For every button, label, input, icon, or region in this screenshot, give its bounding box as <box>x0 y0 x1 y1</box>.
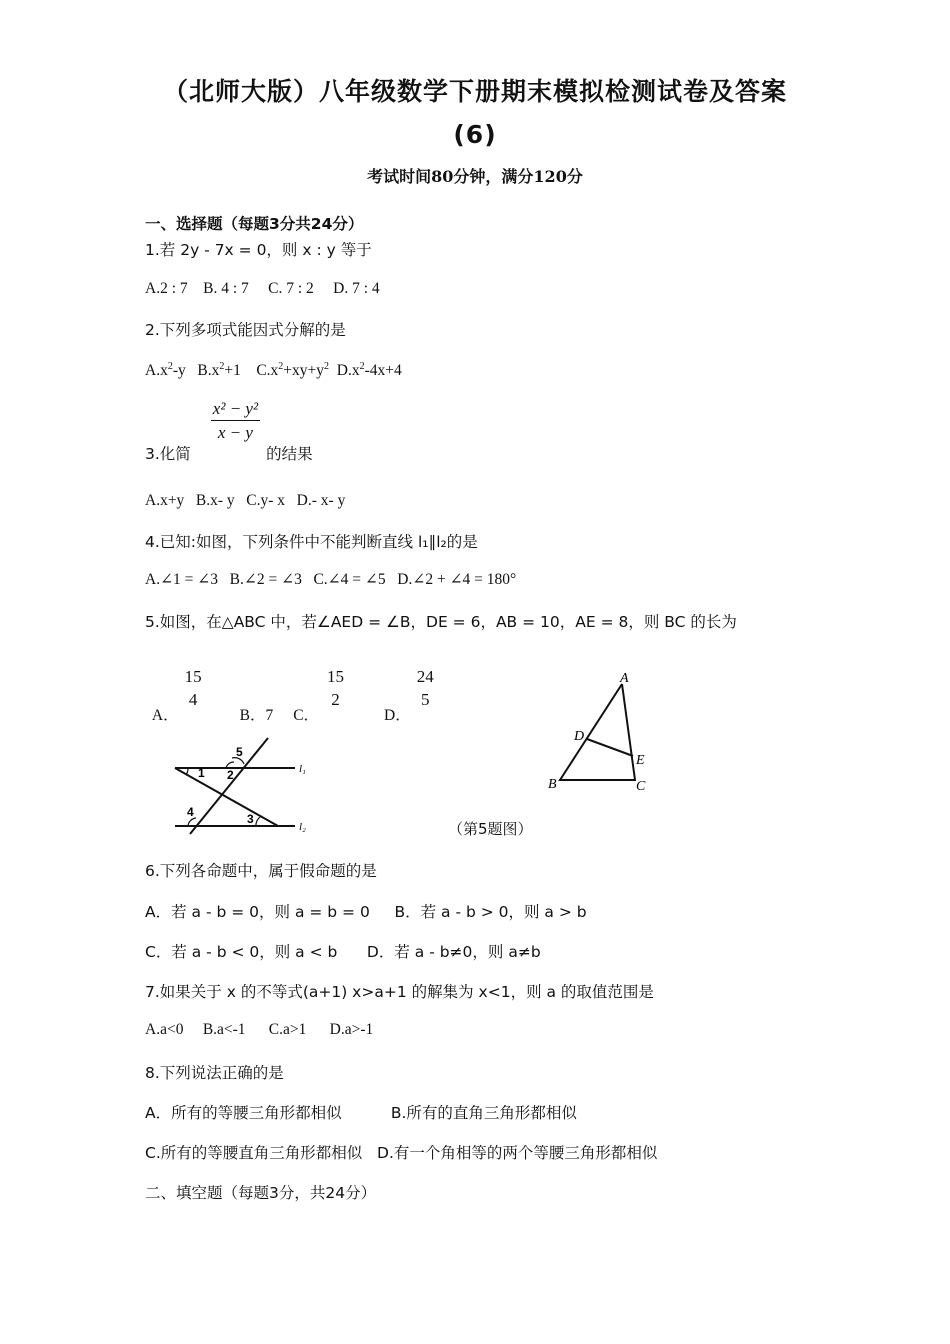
question-7-options: A.a<0 B.a<-1 C.a>1 D.a>-1 <box>145 1021 374 1038</box>
question-4-options: A.∠1 = ∠3 B.∠2 = ∠3 C.∠4 = ∠5 D.∠2 + ∠4 = 180° <box>145 571 517 588</box>
question-6-stem: 6.下列各命题中，属于假命题的是 <box>145 862 377 880</box>
question-3-options: A.x+y B.x- y C.y- x D.- x- y <box>145 492 346 509</box>
page-title-number: (6) <box>453 120 497 149</box>
question-8-options-line2: C.所有的等腰直角三角形都相似 D.有一个角相等的两个等腰三角形都相似 <box>145 1144 658 1162</box>
page-title: （北师大版）八年级数学下册期末模拟检测试卷及答案 <box>162 77 787 106</box>
question-4-figure <box>160 730 330 835</box>
fig4-label-l2: l₂ <box>299 821 306 833</box>
fig5-label-D: D <box>574 729 585 744</box>
question-8-options-line1: A．所有的等腰三角形都相似 B.所有的直角三角形都相似 <box>145 1104 577 1122</box>
question-6-options-line1: A．若 a - b = 0，则 a = b = 0 B．若 a - b > 0，则 a > b <box>145 903 587 921</box>
figure-5-caption: （第5题图） <box>448 820 533 838</box>
question-4-stem: 4.已知:如图，下列条件中不能判断直线 l₁∥l₂的是 <box>145 533 478 551</box>
fig4-label-l1: l₁ <box>299 763 306 775</box>
question-2-stem: 2.下列多项式能因式分解的是 <box>145 321 346 339</box>
fig5-label-E: E <box>636 753 645 768</box>
question-5-stem: 5.如图，在△ABC 中，若∠AED = ∠B，DE = 6，AB = 10，AE = 8，则 BC 的长为 <box>145 613 737 631</box>
question-1-options: A.2 : 7 B. 4 : 7 C. 7 : 2 D. 7 : 4 <box>145 280 380 297</box>
question-3-stem: 3.化简 $\frac{\text{x² − y²}}{x - y}$ 的结果 <box>145 399 313 463</box>
fig5-label-B: B <box>548 777 557 792</box>
question-8-stem: 8.下列说法正确的是 <box>145 1064 284 1082</box>
question-5-figure <box>540 668 660 798</box>
question-2-options: $A.x^2-y$ $B.x^2+1$ $C.x^2+xy+y^2$ $D.x^2-4x+4$ <box>145 361 402 380</box>
fig4-label-5: 5 <box>236 745 243 759</box>
fig4-label-2: 2 <box>227 768 234 782</box>
question-7-stem: 7.如果关于 x 的不等式(a+1) x>a+1 的解集为 x<1，则 a 的取值范围是 <box>145 983 654 1001</box>
question-6-options-line2: C．若 a - b < 0，则 a < b D．若 a - b≠0，则 a≠b <box>145 943 541 961</box>
fig5-label-A: A <box>620 671 629 686</box>
question-1-stem: 1.若 2y - 7x = 0，则 x : y 等于 <box>145 241 372 259</box>
fig4-label-3: 3 <box>247 812 254 826</box>
section2-heading: 二、填空题（每题3分，共24分） <box>145 1184 377 1202</box>
fig5-label-C: C <box>636 779 646 794</box>
question-3-fraction: $\frac{\text{x² − y²}}{x - y}$ <box>212 399 259 442</box>
fig4-label-1: 1 <box>198 766 205 780</box>
exam-info: 考试时间80分钟，满分120分 <box>367 167 583 186</box>
transversal-1 <box>190 738 268 834</box>
question-5-options: A． 15 4 B．7 C． 15 2 D． 24 5 <box>151 667 434 724</box>
section1-heading: 一、选择题（每题3分共24分） <box>145 215 364 233</box>
fig4-label-4: 4 <box>187 805 194 819</box>
